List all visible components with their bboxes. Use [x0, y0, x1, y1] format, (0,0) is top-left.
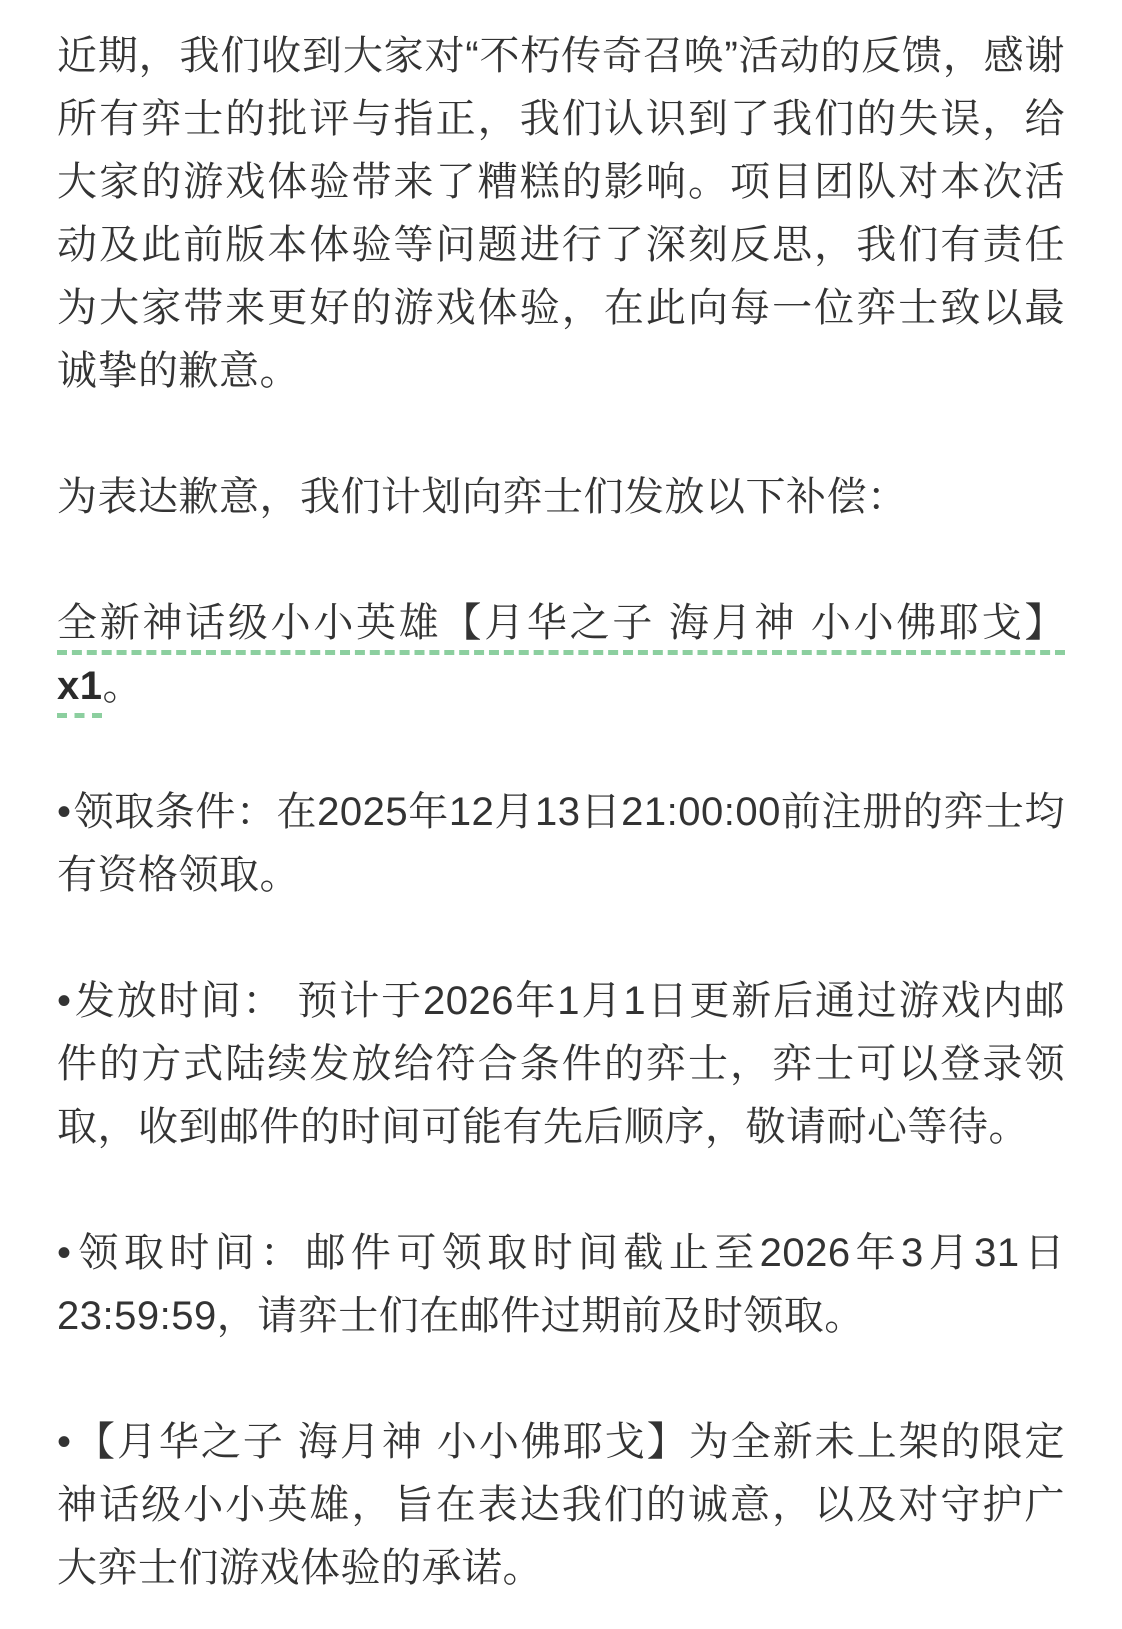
bullet-distribution-time-text: 发放时间： 预计于2026年1月1日更新后通过游戏内邮件的方式陆续发放给符合条件的弈士，弈士可以登录领取，收到邮件的时间可能有先后顺序，敬请耐心等待。 [57, 979, 1065, 1149]
compensation-item-suffix: 。 [102, 664, 143, 708]
compensation-item-text: 全新神话级小小英雄【月华之子 海月神 小小佛耶戈】 [57, 601, 1065, 645]
bullet-claim-deadline-text: 领取时间：邮件可领取时间截止至2026年3月31日23:59:59，请弈士们在邮件过期前及时领取。 [57, 1231, 1065, 1338]
bullet-claim-conditions-text: 领取条件：在2025年12月13日21:00:00前注册的弈士均有资格领取。 [57, 790, 1065, 897]
compensation-intro-paragraph: 为表达歉意，我们计划向弈士们发放以下补偿： [57, 475, 908, 519]
bullet-claim-deadline [57, 1222, 1065, 1348]
bullet-dot: • [57, 1231, 72, 1275]
bullet-dot: • [57, 979, 72, 1023]
compensation-item-quantity: x1 [57, 664, 103, 708]
bullet-distribution-time [57, 970, 1065, 1159]
bullet-dot: • [57, 790, 72, 834]
bullet-hero-description-text: 【月华之子 海月神 小小佛耶戈】为全新未上架的限定神话级小小英雄，旨在表达我们的诚意，以及对守护广大弈士们游戏体验的承诺。 [57, 1420, 1065, 1590]
announcement-article [57, 25, 1065, 1600]
compensation-item-paragraph [57, 592, 1065, 718]
bullet-dot: • [57, 1420, 72, 1464]
bullet-claim-conditions [57, 781, 1065, 907]
intro-paragraph: 近期，我们收到大家对“不朽传奇召唤”活动的反馈，感谢所有弈士的批评与指正，我们认识到了我们的失误，给大家的游戏体验带来了糟糕的影响。项目团队对本次活动及此前版本体验等问题进行了深刻反思，我们有责任为大家带来更好的游戏体验，在此向每一位弈士致以最诚挚的歉意。 [57, 34, 1065, 393]
bullet-hero-description [57, 1411, 1065, 1600]
compensation-item-highlight [57, 601, 1065, 708]
